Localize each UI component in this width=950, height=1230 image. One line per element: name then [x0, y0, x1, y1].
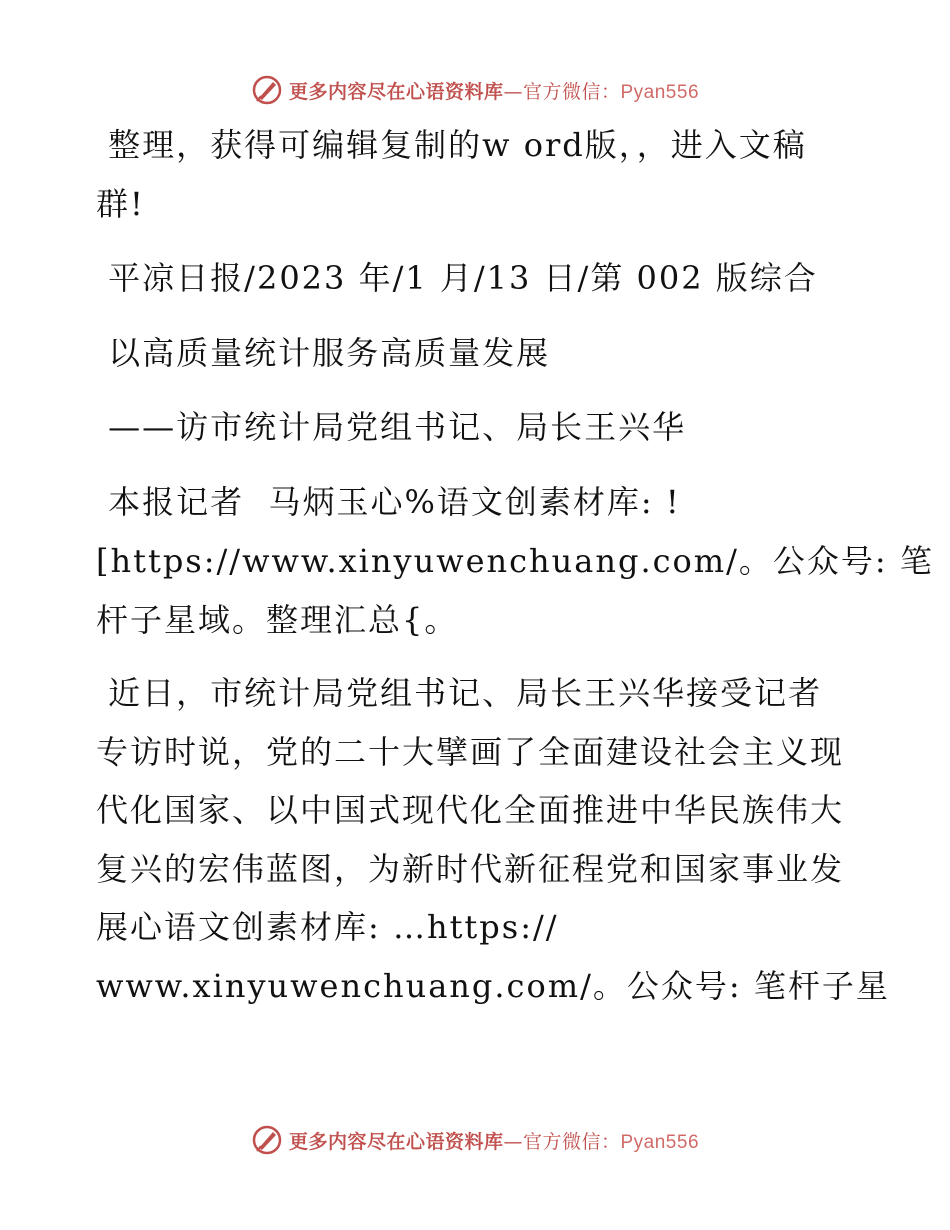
byline-line-1: 本报记者 马炳玉心%语文创素材库: ! [96, 483, 681, 521]
byline-line-2: [https://www.xinyuwenchuang.com/。公众号: 笔 [96, 542, 934, 580]
banner-wechat-id: Pyan556 [620, 81, 700, 103]
source-line: 平凉日报/2023 年/1 月/13 日/第 002 版综合 [96, 259, 818, 297]
paragraph-line-5: 展心语文创素材库: …https:// [96, 908, 559, 946]
byline-line-3: 杆子星域。整理汇总{。 [96, 601, 459, 639]
feather-pen-logo-icon [251, 1124, 283, 1156]
intro-line-2: 群! [96, 185, 145, 223]
paragraph-line-3: 代化国家、以中国式现代化全面推进中华民族伟大 [96, 791, 845, 829]
banner-wechat-label: 官方微信： [522, 1130, 621, 1153]
article-subtitle: ——访市统计局党组书记、局长王兴华 [96, 408, 687, 446]
paragraph-line-4: 复兴的宏伟蓝图，为新时代新征程党和国家事业发 [96, 850, 845, 888]
footer-banner-text [289, 1127, 699, 1154]
banner-separator: — [503, 1130, 523, 1153]
feather-pen-logo-icon [251, 74, 283, 106]
banner-wechat-label: 官方微信： [522, 80, 621, 103]
header-banner-text [289, 77, 699, 104]
header-banner [0, 70, 950, 110]
paragraph-line-2: 专访时说，党的二十大擘画了全面建设社会主义现 [96, 733, 845, 771]
banner-wechat-id: Pyan556 [620, 1131, 700, 1153]
footer-banner [0, 1120, 950, 1160]
article-title: 以高质量统计服务高质量发展 [96, 334, 551, 372]
paragraph-line-6: www.xinyuwenchuang.com/。公众号: 笔杆子星 [96, 967, 890, 1005]
banner-main-text: 更多内容尽在心语资料库 [288, 80, 504, 103]
banner-separator: — [503, 80, 523, 103]
paragraph-line-1: 近日，市统计局党组书记、局长王兴华接受记者 [96, 674, 823, 712]
banner-main-text: 更多内容尽在心语资料库 [288, 1130, 504, 1153]
intro-line-1: 整理，获得可编辑复制的w ord版，，进入文稿 [96, 126, 807, 164]
